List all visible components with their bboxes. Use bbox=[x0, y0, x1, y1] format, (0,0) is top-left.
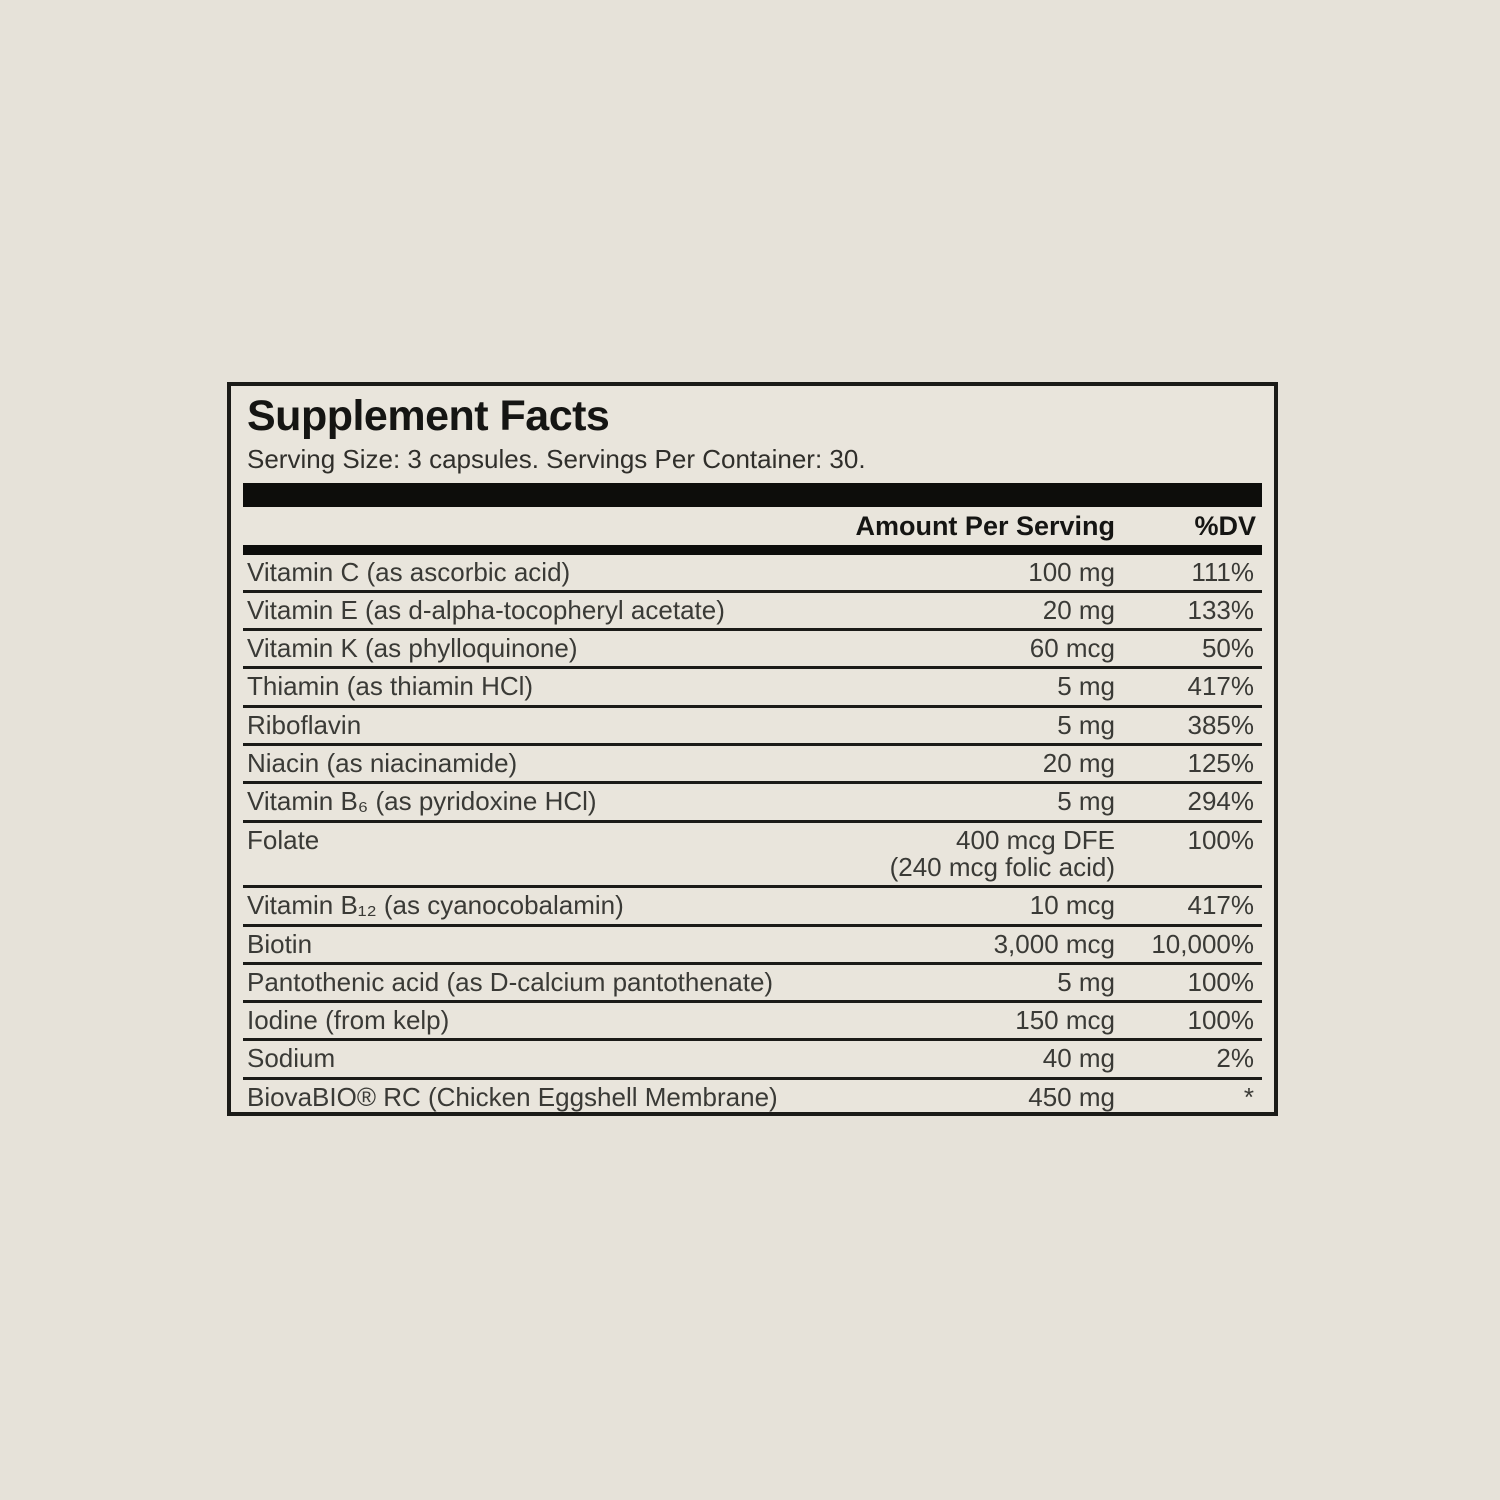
nutrient-dv: 417% bbox=[1187, 890, 1254, 921]
nutrient-name: Pantothenic acid (as D-calcium pantothenate) bbox=[247, 966, 774, 997]
nutrient-amount-line2: (240 mcg folic acid) bbox=[889, 851, 1115, 882]
nutrient-name: Thiamin (as thiamin HCl) bbox=[247, 671, 534, 702]
column-header-row bbox=[243, 507, 1262, 545]
serving-info: Serving Size: 3 capsules. Servings Per Container: 30. bbox=[247, 444, 866, 474]
nutrient-amount: 20 mg bbox=[1042, 594, 1115, 625]
nutrient-name: Biotin bbox=[247, 928, 313, 959]
table-row bbox=[243, 705, 1262, 743]
nutrient-amount: 10 mcg bbox=[1029, 890, 1115, 921]
nutrient-name: Vitamin C (as ascorbic acid) bbox=[247, 556, 571, 587]
nutrient-amount: 450 mg bbox=[1028, 1081, 1115, 1112]
nutrient-amount: 40 mg bbox=[1042, 1043, 1115, 1074]
nutrient-name: Vitamin B₆ (as pyridoxine HCl) bbox=[247, 786, 597, 817]
nutrient-name: Vitamin B₁₂ (as cyanocobalamin) bbox=[247, 890, 624, 921]
nutrient-dv: 100% bbox=[1187, 824, 1254, 855]
nutrient-name: Iodine (from kelp) bbox=[247, 1005, 450, 1036]
table-row bbox=[243, 1077, 1262, 1115]
table-row bbox=[243, 924, 1262, 962]
table-row bbox=[243, 628, 1262, 666]
supplement-facts-panel bbox=[227, 382, 1278, 1116]
nutrient-amount: 5 mg bbox=[1057, 786, 1115, 817]
table-row bbox=[243, 962, 1262, 1000]
nutrient-name: Niacin (as niacinamide) bbox=[247, 748, 518, 779]
nutrient-name: Vitamin E (as d-alpha-tocopheryl acetate) bbox=[247, 594, 725, 625]
nutrient-dv: 385% bbox=[1187, 709, 1254, 740]
nutrient-dv: 417% bbox=[1187, 671, 1254, 702]
nutrient-amount: 100 mg bbox=[1028, 556, 1115, 587]
nutrient-amount bbox=[889, 824, 1115, 882]
nutrient-table bbox=[243, 555, 1262, 1115]
table-row bbox=[243, 743, 1262, 781]
table-row bbox=[243, 590, 1262, 628]
nutrient-dv: 10,000% bbox=[1151, 928, 1254, 959]
panel-title: Supplement Facts bbox=[247, 392, 610, 440]
nutrient-dv: 100% bbox=[1187, 1005, 1254, 1036]
table-row bbox=[243, 1000, 1262, 1038]
nutrient-dv: * bbox=[1243, 1081, 1254, 1112]
nutrient-amount-line1: 400 mcg DFE bbox=[956, 824, 1115, 855]
table-row bbox=[243, 1038, 1262, 1076]
nutrient-amount: 20 mg bbox=[1042, 748, 1115, 779]
nutrient-amount: 5 mg bbox=[1057, 709, 1115, 740]
nutrient-name: Riboflavin bbox=[247, 709, 362, 740]
nutrient-name: Vitamin K (as phylloquinone) bbox=[247, 633, 578, 664]
nutrient-amount: 3,000 mcg bbox=[993, 928, 1115, 959]
dv-column-header: %DV bbox=[1194, 510, 1256, 541]
nutrient-name: BiovaBIO® RC (Chicken Eggshell Membrane) bbox=[247, 1081, 778, 1112]
nutrient-amount: 60 mcg bbox=[1029, 633, 1115, 664]
nutrient-dv: 100% bbox=[1187, 966, 1254, 997]
table-row bbox=[243, 885, 1262, 923]
divider-bar-thick bbox=[243, 483, 1262, 507]
divider-bar-thin bbox=[243, 545, 1262, 555]
nutrient-dv: 294% bbox=[1187, 786, 1254, 817]
nutrient-amount: 5 mg bbox=[1057, 966, 1115, 997]
table-row bbox=[243, 820, 1262, 886]
nutrient-name: Sodium bbox=[247, 1043, 336, 1074]
table-row bbox=[243, 555, 1262, 590]
amount-column-header: Amount Per Serving bbox=[855, 510, 1115, 541]
nutrient-dv: 133% bbox=[1187, 594, 1254, 625]
nutrient-dv: 2% bbox=[1216, 1043, 1254, 1074]
nutrient-amount: 150 mcg bbox=[1015, 1005, 1115, 1036]
nutrient-dv: 125% bbox=[1187, 748, 1254, 779]
nutrient-dv: 50% bbox=[1201, 633, 1254, 664]
nutrient-name: Folate bbox=[247, 824, 320, 855]
table-row bbox=[243, 666, 1262, 704]
table-row bbox=[243, 781, 1262, 819]
nutrient-amount: 5 mg bbox=[1057, 671, 1115, 702]
nutrient-dv: 111% bbox=[1191, 556, 1254, 587]
